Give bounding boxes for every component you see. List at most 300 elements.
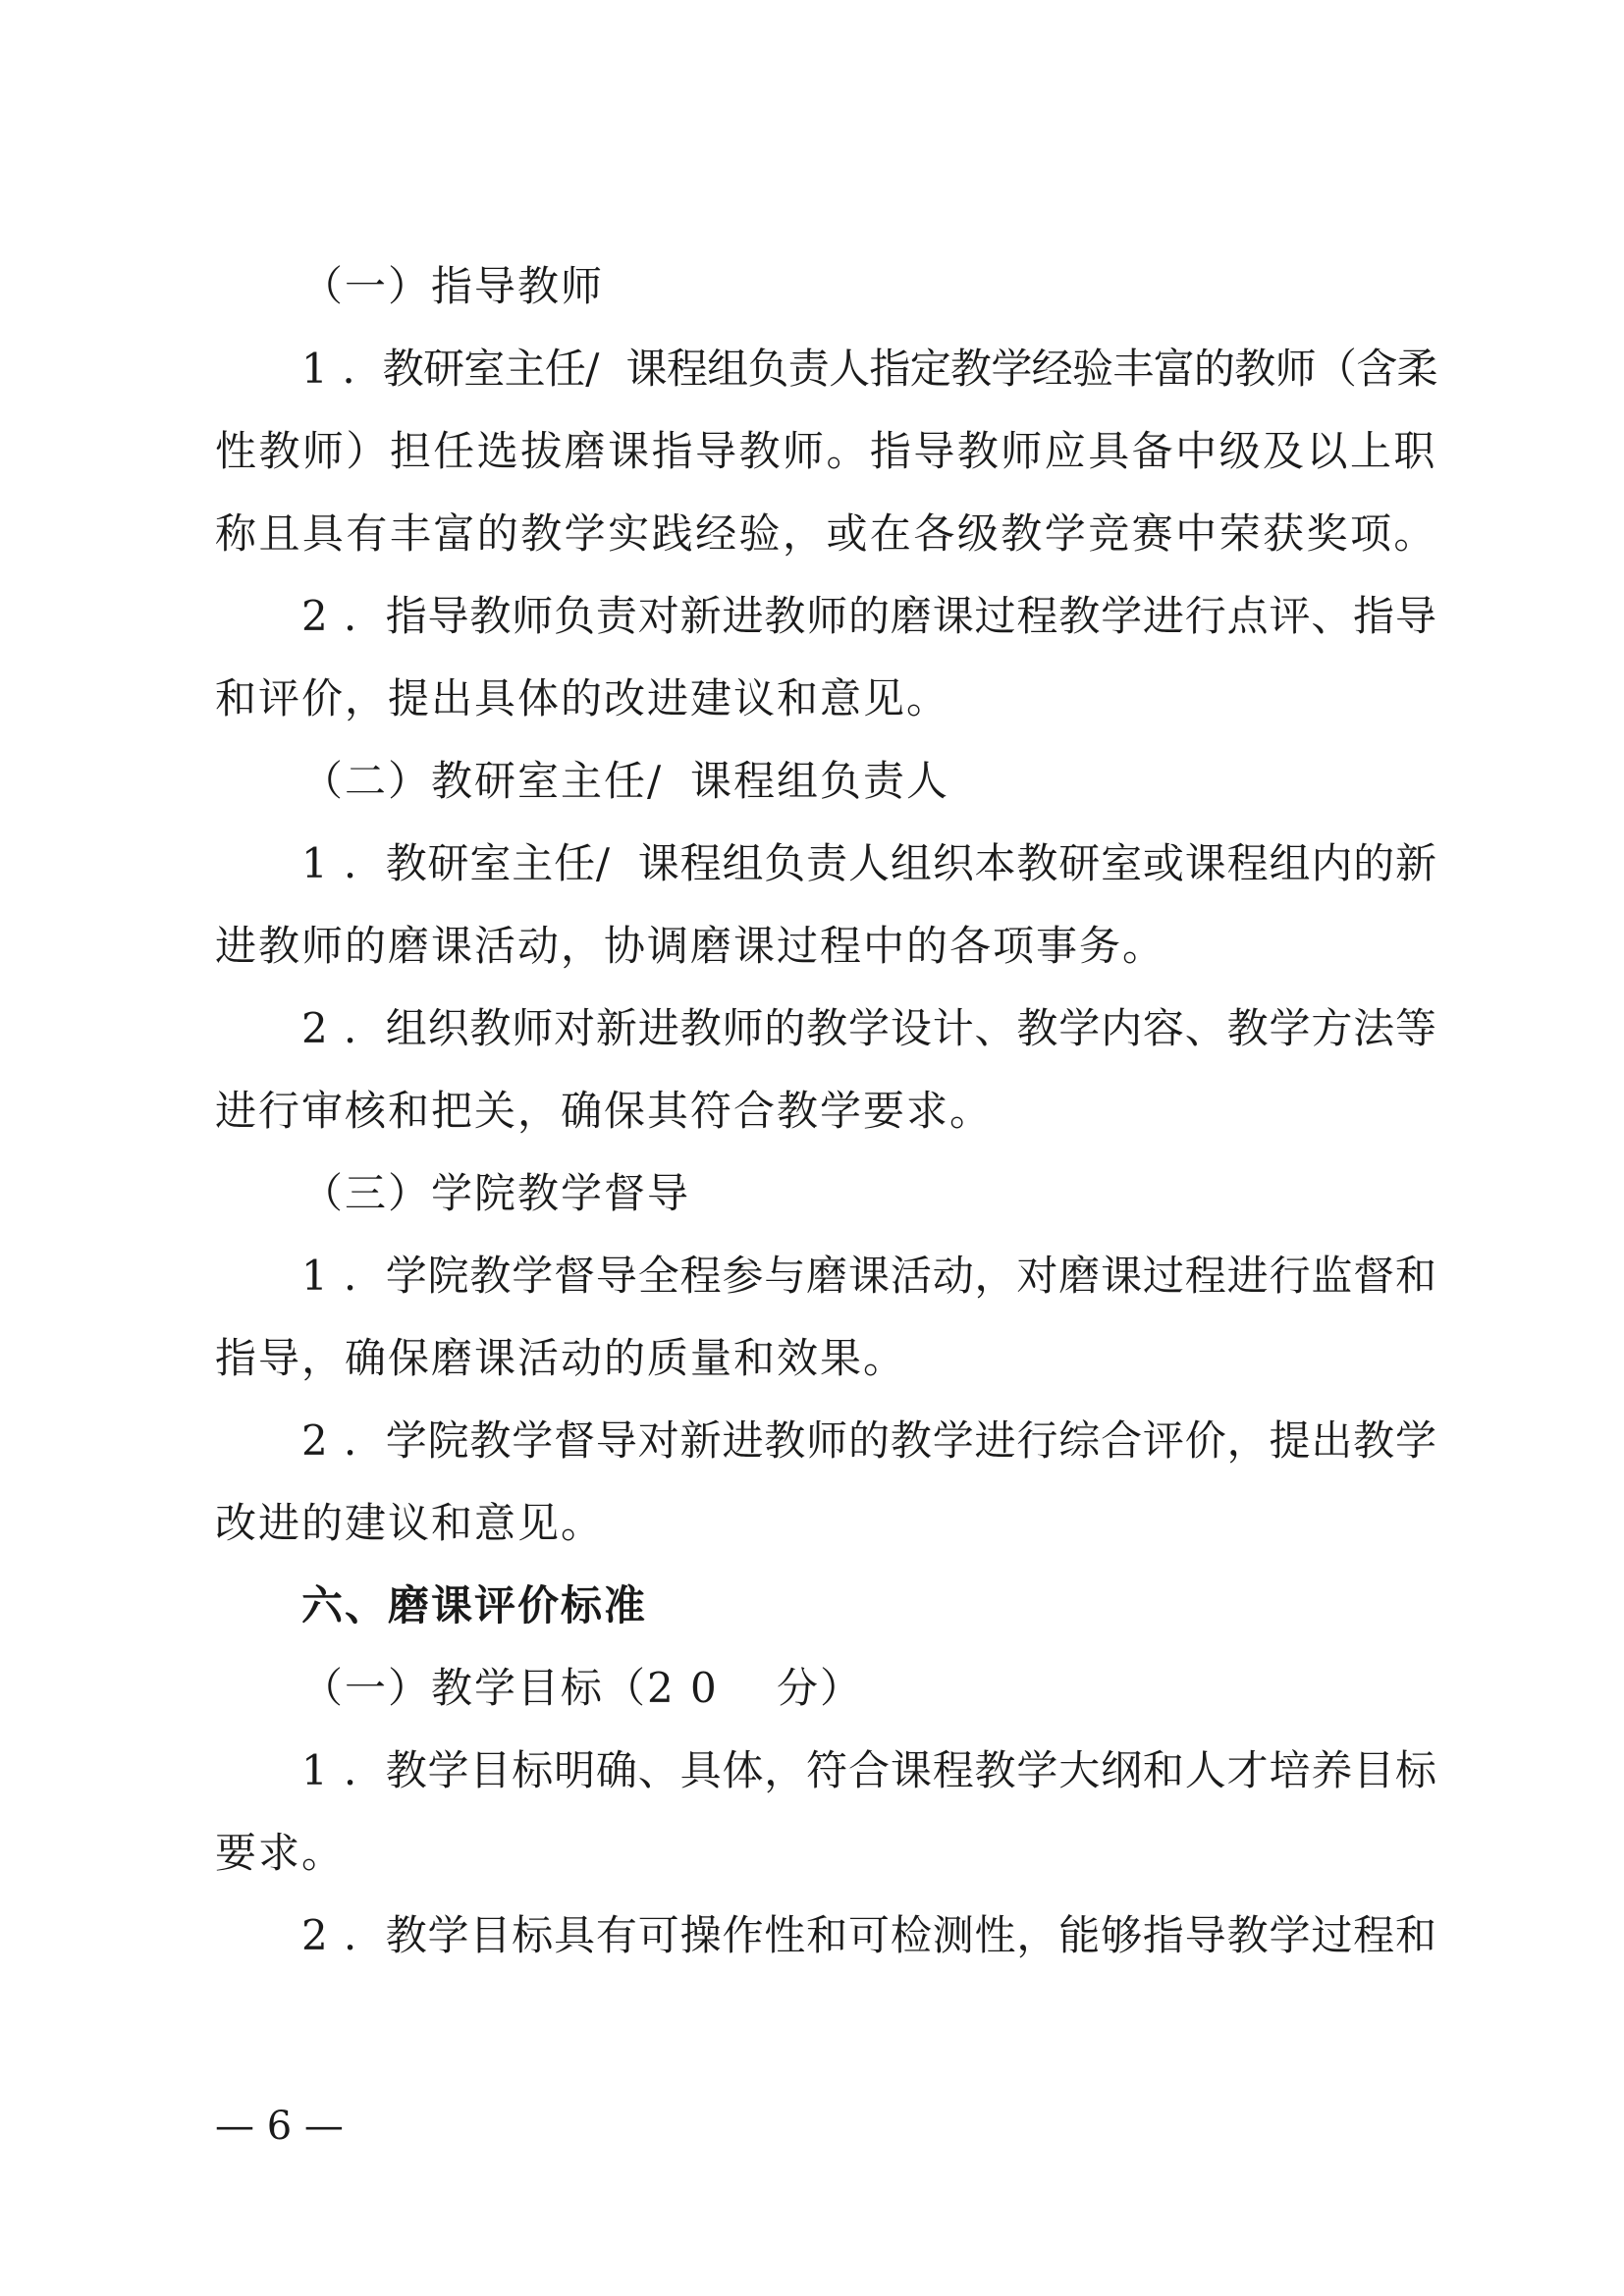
glyph: 负 [764, 839, 806, 887]
glyph: 和 [733, 1334, 776, 1382]
glyph: 具 [679, 1746, 722, 1794]
glyph: 监 [1311, 1252, 1353, 1300]
glyph: ， [974, 1252, 1016, 1300]
glyph: 程 [679, 839, 722, 887]
glyph: 荣 [1218, 509, 1261, 558]
paragraph-line [0, 907, 1624, 986]
glyph: 、 [637, 1746, 679, 1794]
glyph: 够 [1101, 1911, 1143, 1959]
glyph: 教 [469, 1004, 512, 1052]
glyph: 新 [679, 592, 722, 640]
glyph: 教 [777, 1087, 819, 1135]
glyph: 院 [474, 1169, 516, 1217]
glyph: 、 [1184, 1004, 1226, 1052]
glyph: 可 [637, 1911, 679, 1959]
glyph: 教 [1234, 345, 1276, 393]
glyph: 二 [345, 757, 387, 805]
glyph: 和 [1142, 1746, 1184, 1794]
glyph: 课 [1101, 1252, 1143, 1300]
glyph: 组 [707, 345, 749, 393]
glyph: 评 [1142, 1416, 1184, 1465]
glyph: 学 [427, 1746, 469, 1794]
paragraph-line [0, 1814, 1624, 1893]
glyph: 进 [1226, 1252, 1269, 1300]
glyph: ， [1016, 1911, 1058, 1959]
glyph: 法 [1353, 1004, 1395, 1052]
glyph: 过 [1142, 1252, 1184, 1300]
glyph: 和 [777, 674, 819, 722]
glyph: / [647, 757, 662, 805]
glyph: 院 [427, 1252, 469, 1300]
glyph: 符 [806, 1746, 848, 1794]
glyph: 组 [1269, 839, 1311, 887]
glyph: 方 [1311, 1004, 1353, 1052]
glyph: 评 [258, 674, 300, 722]
glyph: 指 [431, 262, 473, 310]
glyph: 核 [345, 1087, 387, 1135]
glyph: 竞 [1088, 509, 1130, 558]
paragraph-line [0, 1319, 1624, 1398]
glyph: 师 [512, 1004, 554, 1052]
glyph: 教 [679, 1004, 722, 1052]
paragraph-line [0, 1484, 1624, 1563]
glyph: 富 [433, 509, 475, 558]
glyph: 1 [301, 345, 328, 393]
glyph: 合 [1101, 1416, 1143, 1465]
glyph: 师 [782, 427, 824, 475]
glyph: 的 [1353, 839, 1395, 887]
glyph: 师 [1274, 345, 1317, 393]
glyph: 磨 [388, 1581, 430, 1629]
glyph: 组 [777, 757, 819, 805]
glyph: 。 [826, 427, 868, 475]
glyph: 人 [1184, 1746, 1226, 1794]
glyph: 责 [863, 757, 905, 805]
glyph: 验 [738, 509, 781, 558]
glyph: ， [764, 1746, 806, 1794]
glyph: 量 [690, 1334, 732, 1382]
glyph: 督 [604, 1169, 646, 1217]
glyph: 磨 [431, 1334, 473, 1382]
glyph: 的 [848, 1416, 891, 1465]
glyph: 体 [722, 1746, 764, 1794]
glyph: 有 [595, 1911, 637, 1959]
glyph: 教 [385, 839, 427, 887]
glyph: 分 [777, 1664, 819, 1712]
glyph: 丰 [389, 509, 431, 558]
glyph: 课 [690, 757, 732, 805]
glyph: 且 [258, 509, 300, 558]
glyph: 奖 [1306, 509, 1348, 558]
glyph: 学 [431, 1169, 473, 1217]
glyph: 院 [427, 1416, 469, 1465]
glyph: 教 [431, 757, 473, 805]
glyph: 议 [733, 674, 776, 722]
glyph: 各 [949, 922, 992, 970]
glyph: 指 [385, 592, 427, 640]
glyph: 丰 [1112, 345, 1155, 393]
glyph: 内 [1101, 1004, 1143, 1052]
glyph: 教 [517, 262, 560, 310]
glyph: 性 [764, 1911, 806, 1959]
glyph: 赛 [1131, 509, 1173, 558]
glyph: 对 [554, 1004, 596, 1052]
glyph: 纲 [1101, 1746, 1143, 1794]
glyph: ） [388, 757, 430, 805]
glyph: 0 [690, 1664, 717, 1712]
glyph: 选 [476, 427, 518, 475]
glyph: . [343, 592, 357, 640]
glyph: 践 [651, 509, 693, 558]
glyph: 教 [1016, 1004, 1058, 1052]
glyph: 活 [890, 1252, 932, 1300]
glyph: 备 [1131, 427, 1173, 475]
glyph: 价 [1184, 1416, 1226, 1465]
glyph: 求 [906, 1087, 948, 1135]
glyph: . [343, 1746, 357, 1794]
glyph: 中 [863, 922, 905, 970]
glyph: ） [388, 262, 430, 310]
glyph: 的 [1193, 345, 1235, 393]
glyph: 操 [679, 1911, 722, 1959]
glyph: 动 [517, 922, 560, 970]
glyph: 级 [956, 509, 999, 558]
glyph: 导 [1395, 592, 1437, 640]
paragraph-first-line [0, 577, 1624, 656]
glyph: 教 [258, 922, 300, 970]
glyph: 。 [863, 1334, 905, 1382]
glyph: 标 [512, 1746, 554, 1794]
glyph: 教 [1226, 1004, 1269, 1052]
glyph: 目 [1353, 1746, 1395, 1794]
section-heading [0, 742, 1624, 821]
glyph: ） [388, 1664, 430, 1712]
glyph: 程 [1016, 592, 1058, 640]
glyph: 师 [301, 427, 344, 475]
glyph: 的 [848, 592, 891, 640]
glyph: 督 [554, 1252, 596, 1300]
glyph: 新 [679, 1416, 722, 1465]
glyph: ） [820, 1664, 862, 1712]
glyph: 。 [1122, 922, 1164, 970]
glyph: 标 [561, 1664, 603, 1712]
glyph: 出 [1311, 1416, 1353, 1465]
glyph: 导 [595, 1252, 637, 1300]
glyph: 保 [604, 1087, 646, 1135]
glyph: 经 [695, 509, 737, 558]
glyph: 2 [301, 1004, 328, 1052]
glyph: 建 [345, 1499, 387, 1547]
paragraph-line [0, 495, 1624, 573]
glyph: 验 [1071, 345, 1113, 393]
glyph: 教 [520, 509, 563, 558]
glyph: 的 [476, 509, 518, 558]
glyph: 上 [1349, 427, 1391, 475]
glyph: 程 [1226, 839, 1269, 887]
glyph: 1 [301, 1746, 328, 1794]
section-heading [0, 1649, 1624, 1728]
glyph: 目 [469, 1911, 512, 1959]
glyph: 保 [388, 1334, 430, 1382]
glyph: 级 [1218, 427, 1261, 475]
glyph: 学 [564, 509, 606, 558]
glyph: 织 [932, 839, 974, 887]
glyph: 进 [974, 1416, 1016, 1465]
glyph: 动 [932, 1252, 974, 1300]
glyph: 等 [1395, 1004, 1437, 1052]
glyph: 学 [512, 1416, 554, 1465]
glyph: 室 [469, 839, 512, 887]
glyph: 程 [820, 922, 862, 970]
glyph: 磨 [806, 1252, 848, 1300]
glyph: 课 [474, 1334, 516, 1382]
glyph: 应 [1044, 427, 1086, 475]
glyph: 磨 [690, 922, 732, 970]
glyph: 师 [806, 592, 848, 640]
glyph: 教 [469, 1416, 512, 1465]
glyph: 体 [517, 674, 560, 722]
glyph: 室 [1101, 839, 1143, 887]
glyph: 目 [517, 1664, 560, 1712]
glyph: 研 [474, 757, 516, 805]
glyph: 一 [345, 1664, 387, 1712]
glyph: ） [346, 427, 388, 475]
glyph: 项 [993, 922, 1035, 970]
glyph: 果 [820, 1334, 862, 1382]
glyph: 大 [1058, 1746, 1101, 1794]
glyph: 程 [1184, 1252, 1226, 1300]
glyph: 课 [625, 345, 668, 393]
glyph: 价 [517, 1581, 560, 1629]
glyph: 研 [1058, 839, 1101, 887]
glyph: 的 [561, 674, 603, 722]
glyph: 要 [215, 1829, 257, 1877]
glyph: 才 [1226, 1746, 1269, 1794]
glyph: 和 [215, 674, 257, 722]
glyph: 全 [637, 1252, 679, 1300]
glyph: 新 [595, 1004, 637, 1052]
glyph: 确 [561, 1087, 603, 1135]
glyph: 。 [1393, 509, 1435, 558]
glyph: 进 [215, 1087, 257, 1135]
glyph: 磨 [564, 427, 606, 475]
glyph: 标 [561, 1581, 603, 1629]
glyph: 导 [427, 592, 469, 640]
glyph: ， [517, 1087, 560, 1135]
glyph: 学 [991, 345, 1033, 393]
glyph: 明 [554, 1746, 596, 1794]
glyph: 见 [517, 1499, 560, 1547]
glyph: 过 [974, 592, 1016, 640]
glyph: ， [561, 922, 603, 970]
glyph: 确 [345, 1334, 387, 1382]
glyph: 教 [382, 345, 424, 393]
glyph: 中 [1175, 509, 1218, 558]
glyph: 2 [301, 1416, 328, 1465]
glyph: 师 [806, 1416, 848, 1465]
glyph: 审 [301, 1087, 344, 1135]
glyph: 程 [679, 1252, 722, 1300]
glyph: 磨 [388, 922, 430, 970]
glyph: 1 [301, 1252, 328, 1300]
glyph: 磨 [890, 592, 932, 640]
glyph: 负 [554, 592, 596, 640]
glyph: 设 [890, 1004, 932, 1052]
glyph: 计 [932, 1004, 974, 1052]
paragraph-first-line [0, 825, 1624, 903]
glyph: 事 [1036, 922, 1078, 970]
glyph: 磨 [1058, 1252, 1101, 1300]
glyph: 导 [695, 427, 737, 475]
glyph: （ [604, 1664, 646, 1712]
glyph: 建 [690, 674, 732, 722]
glyph: 人 [829, 345, 871, 393]
glyph: 任 [554, 839, 596, 887]
glyph: 主 [504, 345, 546, 393]
glyph: 教 [517, 1169, 560, 1217]
glyph: 、 [974, 1004, 1016, 1052]
glyph: 经 [1031, 345, 1073, 393]
glyph: 师 [561, 262, 603, 310]
glyph: 教 [890, 1416, 932, 1465]
glyph: ， [301, 1334, 344, 1382]
paragraph-line [0, 1072, 1624, 1150]
glyph: 过 [1311, 1911, 1353, 1959]
glyph: 课 [932, 592, 974, 640]
glyph: 教 [1226, 1911, 1269, 1959]
glyph: 学 [1269, 1004, 1311, 1052]
paragraph-first-line [0, 1402, 1624, 1480]
glyph: . [343, 1416, 357, 1465]
glyph: . [343, 1004, 357, 1052]
glyph: ， [782, 509, 824, 558]
glyph: 富 [1153, 345, 1195, 393]
glyph: 教 [974, 1746, 1016, 1794]
glyph: 指 [869, 427, 911, 475]
glyph: 2 [301, 592, 328, 640]
glyph: 课 [431, 922, 473, 970]
glyph: 的 [764, 1004, 806, 1052]
glyph: 教 [385, 1911, 427, 1959]
glyph: 组 [722, 839, 764, 887]
glyph: 行 [1269, 1252, 1311, 1300]
glyph: 课 [890, 1746, 932, 1794]
paragraph-first-line [0, 330, 1624, 408]
glyph: 检 [890, 1911, 932, 1959]
glyph: 有 [346, 509, 388, 558]
glyph: 室 [517, 757, 560, 805]
glyph: 程 [733, 757, 776, 805]
glyph: ， [345, 674, 387, 722]
glyph: . [343, 839, 357, 887]
glyph: 协 [604, 922, 646, 970]
glyph: 2 [301, 1911, 328, 1959]
glyph: 要 [863, 1087, 905, 1135]
glyph: 与 [764, 1252, 806, 1300]
glyph: ， [1226, 1416, 1269, 1465]
glyph: （ [1315, 345, 1357, 393]
paragraph-line [0, 412, 1624, 491]
glyph: 质 [647, 1334, 689, 1382]
glyph: 动 [561, 1334, 603, 1382]
glyph: 评 [474, 1581, 516, 1629]
glyph: 进 [647, 674, 689, 722]
glyph: 课 [637, 839, 679, 887]
glyph: 指 [651, 427, 693, 475]
glyph: 导 [1184, 1911, 1226, 1959]
glyph: 课 [1184, 839, 1226, 887]
glyph: 进 [637, 1004, 679, 1052]
glyph: 导 [474, 262, 516, 310]
glyph: 中 [1175, 427, 1218, 475]
glyph: 学 [1395, 1416, 1437, 1465]
glyph: 教 [1058, 592, 1101, 640]
glyph: 学 [848, 1004, 891, 1052]
glyph: 课 [431, 1581, 473, 1629]
glyph: 的 [604, 1334, 646, 1382]
glyph: （ [301, 262, 344, 310]
glyph: 程 [932, 1746, 974, 1794]
glyph: 求 [258, 1829, 300, 1877]
glyph: 导 [913, 427, 955, 475]
glyph: 效 [777, 1334, 819, 1382]
glyph: 负 [747, 345, 789, 393]
glyph: 学 [1269, 1911, 1311, 1959]
glyph: 内 [1311, 839, 1353, 887]
glyph: 以 [1306, 427, 1348, 475]
glyph: 综 [1058, 1416, 1101, 1465]
glyph: 和 [1395, 1911, 1437, 1959]
glyph: 活 [474, 922, 516, 970]
glyph: 研 [422, 345, 464, 393]
glyph: 点 [1226, 592, 1269, 640]
glyph: 。 [906, 674, 948, 722]
glyph: 具 [554, 1911, 596, 1959]
glyph: 师 [1001, 427, 1043, 475]
paragraph-first-line [0, 989, 1624, 1068]
glyph: 教 [258, 427, 300, 475]
glyph: 组 [890, 839, 932, 887]
glyph: 议 [388, 1499, 430, 1547]
glyph: 符 [690, 1087, 732, 1135]
glyph: 改 [604, 674, 646, 722]
glyph: . [342, 345, 355, 393]
glyph: 责 [787, 345, 830, 393]
glyph: 教 [469, 1252, 512, 1300]
glyph: 织 [427, 1004, 469, 1052]
glyph: 指 [215, 1334, 257, 1382]
glyph: 教 [469, 592, 512, 640]
glyph: 对 [1016, 1252, 1058, 1300]
glyph: 教 [764, 592, 806, 640]
glyph: 具 [1088, 427, 1130, 475]
glyph: 督 [1353, 1252, 1395, 1300]
glyph: 本 [974, 839, 1016, 887]
glyph: 导 [647, 1169, 689, 1217]
glyph: / [585, 345, 600, 393]
glyph: 改 [215, 1499, 257, 1547]
glyph: 性 [215, 427, 257, 475]
glyph: 担 [389, 427, 431, 475]
glyph: 指 [1142, 1911, 1184, 1959]
page-number: — 6 — [215, 2104, 344, 2149]
glyph: 培 [1269, 1746, 1311, 1794]
glyph: 学 [932, 1416, 974, 1465]
glyph: 提 [1269, 1416, 1311, 1465]
glyph: （ [301, 1664, 344, 1712]
glyph: 和 [388, 1087, 430, 1135]
glyph: 教 [950, 345, 993, 393]
